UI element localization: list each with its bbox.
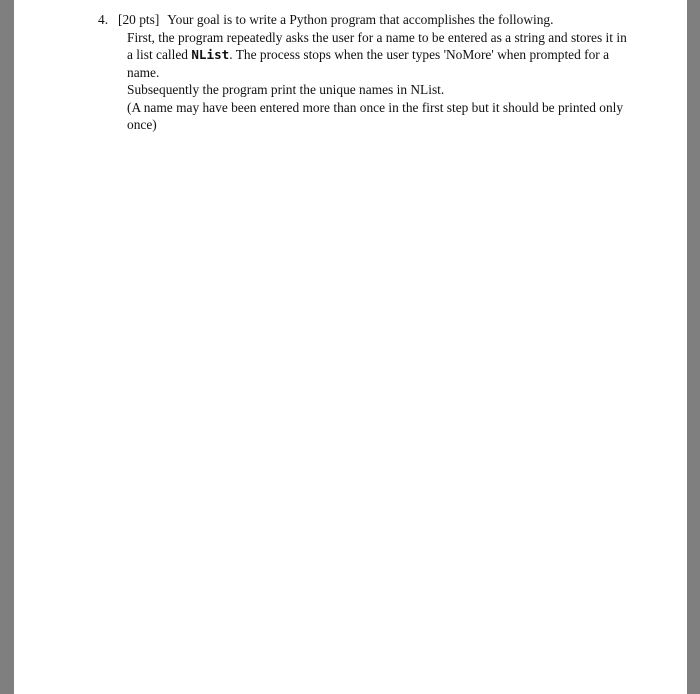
paragraph-note: (A name may have been entered more than once in the first step but it should be printed only once) [127, 99, 624, 132]
question-4 [98, 11, 634, 134]
paragraph-first-step-text: First, the program repeatedly asks the user for a name to be entered as a string and stores it in a list called [127, 29, 627, 62]
question-intro: Your goal is to write a Python program that accomplishes the following. [167, 12, 554, 27]
paragraph-subsequent: Subsequently the program print the unique names in NList. [127, 82, 445, 97]
document-page [14, 0, 687, 694]
question-number: 4. [98, 12, 109, 27]
question-header [98, 11, 634, 29]
paragraph-first-step [127, 29, 634, 82]
question-body [127, 29, 634, 134]
code-nlist: NList [191, 47, 230, 62]
paragraph-first-step-end: . The process stops when the user types 'NoMore' when prompted for a name. [127, 47, 610, 80]
question-points: [20 pts] [118, 12, 160, 27]
